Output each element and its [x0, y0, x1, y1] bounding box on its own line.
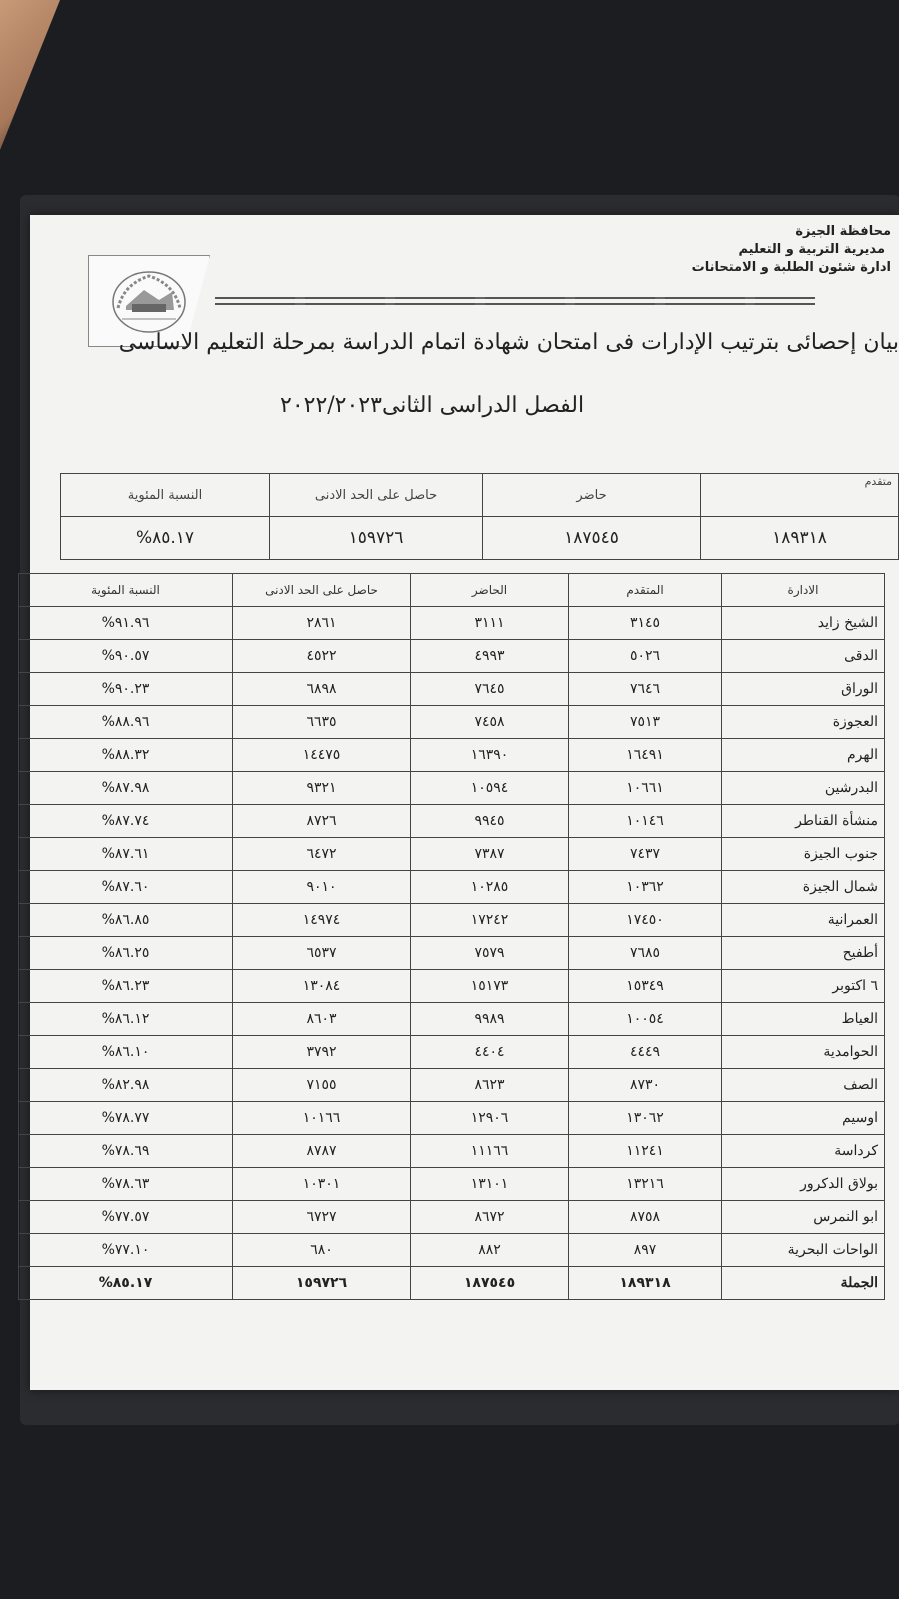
summary-header-applicants: متقدم	[701, 474, 899, 517]
cell-passed: ١٠٣٠١	[233, 1168, 411, 1201]
cell-present: ٨٦٧٢	[411, 1201, 569, 1234]
cell-percentage: %٨٧.٩٨	[19, 772, 233, 805]
cell-applicants: ٧٥١٣	[569, 706, 722, 739]
cell-present: ٧٣٨٧	[411, 838, 569, 871]
districts-table	[18, 573, 885, 1300]
cell-present: ٤٩٩٣	[411, 640, 569, 673]
total-cell-passed: ١٥٩٧٢٦	[233, 1267, 411, 1300]
cell-percentage: %٨٦.١٢	[19, 1003, 233, 1036]
table-row	[19, 772, 885, 805]
cell-percentage: %٨٦.٨٥	[19, 904, 233, 937]
cell-passed: ٩٠١٠	[233, 871, 411, 904]
cell-district: بولاق الدكرور	[722, 1168, 885, 1201]
cell-percentage: %٧٨.٧٧	[19, 1102, 233, 1135]
cell-percentage: %٨٧.٧٤	[19, 805, 233, 838]
cell-percentage: %٨٨.٩٦	[19, 706, 233, 739]
table-row	[19, 1135, 885, 1168]
cell-district: ابو النمرس	[722, 1201, 885, 1234]
table-row	[19, 706, 885, 739]
summary-present: ١٨٧٥٤٥	[483, 517, 701, 560]
summary-header-percentage: النسبة المئوية	[61, 474, 270, 517]
cell-present: ٩٩٤٥	[411, 805, 569, 838]
cell-applicants: ٨٧٥٨	[569, 1201, 722, 1234]
letterhead-directorate: مديرية التربية و التعليم	[738, 242, 885, 257]
cell-applicants: ١٠٦٦١	[569, 772, 722, 805]
cell-district: البدرشين	[722, 772, 885, 805]
wood-corner	[0, 0, 60, 150]
cell-present: ٧٦٤٥	[411, 673, 569, 706]
summary-passed: ١٥٩٧٢٦	[270, 517, 483, 560]
summary-header-row	[61, 474, 899, 517]
cell-percentage: %٩١.٩٦	[19, 607, 233, 640]
cell-applicants: ٤٤٤٩	[569, 1036, 722, 1069]
cell-passed: ٣٧٩٢	[233, 1036, 411, 1069]
table-row	[19, 1003, 885, 1036]
table-row	[19, 1102, 885, 1135]
cell-passed: ٦٧٢٧	[233, 1201, 411, 1234]
letterhead-department: ادارة شئون الطلبة و الامتحانات	[691, 260, 891, 275]
table-row	[19, 838, 885, 871]
cell-applicants: ١٥٣٤٩	[569, 970, 722, 1003]
cell-applicants: ١٠٠٥٤	[569, 1003, 722, 1036]
cell-district: الحوامدية	[722, 1036, 885, 1069]
cell-passed: ٦٨٠	[233, 1234, 411, 1267]
cell-district: الهرم	[722, 739, 885, 772]
cell-present: ١٣١٠١	[411, 1168, 569, 1201]
table-row	[19, 607, 885, 640]
cell-present: ١٥١٧٣	[411, 970, 569, 1003]
total-cell-applicants: ١٨٩٣١٨	[569, 1267, 722, 1300]
cell-percentage: %٨٢.٩٨	[19, 1069, 233, 1102]
document-page	[30, 215, 899, 1390]
cell-district: العمرانية	[722, 904, 885, 937]
total-cell-percentage: %٨٥.١٧	[19, 1267, 233, 1300]
table-row	[19, 1069, 885, 1102]
cell-percentage: %٧٨.٦٣	[19, 1168, 233, 1201]
cell-applicants: ٧٦٨٥	[569, 937, 722, 970]
cell-district: شمال الجيزة	[722, 871, 885, 904]
cell-percentage: %٩٠.٢٣	[19, 673, 233, 706]
table-row	[19, 673, 885, 706]
summary-table	[60, 473, 899, 560]
cell-present: ١٠٥٩٤	[411, 772, 569, 805]
cell-percentage: %٧٨.٦٩	[19, 1135, 233, 1168]
total-cell-district: الجملة	[722, 1267, 885, 1300]
cell-applicants: ١٠٣٦٢	[569, 871, 722, 904]
table-row	[19, 970, 885, 1003]
table-row	[19, 1234, 885, 1267]
col-header-percentage: النسبة المئوية	[19, 574, 233, 607]
cell-district: كرداسة	[722, 1135, 885, 1168]
summary-header-present: حاضر	[483, 474, 701, 517]
header-divider	[215, 297, 815, 309]
col-header-district: الادارة	[722, 574, 885, 607]
summary-percentage: %٨٥.١٧	[61, 517, 270, 560]
cell-passed: ٨٧٨٧	[233, 1135, 411, 1168]
total-cell-present: ١٨٧٥٤٥	[411, 1267, 569, 1300]
table-row	[19, 805, 885, 838]
letterhead	[692, 223, 899, 277]
cell-passed: ٦٥٣٧	[233, 937, 411, 970]
cell-passed: ٩٣٢١	[233, 772, 411, 805]
cell-district: الشيخ زايد	[722, 607, 885, 640]
col-header-present: الحاضر	[411, 574, 569, 607]
summary-header-passed: حاصل على الحد الادنى	[270, 474, 483, 517]
logo-emblem-icon	[104, 264, 194, 339]
cell-percentage: %٧٧.٥٧	[19, 1201, 233, 1234]
table-row	[19, 937, 885, 970]
page-subtitle: الفصل الدراسى الثانى٢٠٢٢/٢٠٢٣	[280, 393, 585, 418]
cell-district: أطفيح	[722, 937, 885, 970]
cell-passed: ٢٨٦١	[233, 607, 411, 640]
cell-applicants: ٧٦٤٦	[569, 673, 722, 706]
cell-passed: ٧١٥٥	[233, 1069, 411, 1102]
cell-applicants: ١٠١٤٦	[569, 805, 722, 838]
cell-present: ١١١٦٦	[411, 1135, 569, 1168]
cell-district: العجوزة	[722, 706, 885, 739]
cell-present: ١٧٢٤٢	[411, 904, 569, 937]
cell-present: ٧٤٥٨	[411, 706, 569, 739]
cell-district: جنوب الجيزة	[722, 838, 885, 871]
cell-percentage: %٨٧.٦٠	[19, 871, 233, 904]
table-row	[19, 1036, 885, 1069]
table-row	[19, 871, 885, 904]
cell-applicants: ١٦٤٩١	[569, 739, 722, 772]
cell-applicants: ٨٩٧	[569, 1234, 722, 1267]
cell-present: ٤٤٠٤	[411, 1036, 569, 1069]
cell-passed: ١٣٠٨٤	[233, 970, 411, 1003]
cell-district: الوراق	[722, 673, 885, 706]
cell-district: العياط	[722, 1003, 885, 1036]
cell-passed: ١٤٤٧٥	[233, 739, 411, 772]
cell-present: ١٦٣٩٠	[411, 739, 569, 772]
summary-values-row	[61, 517, 899, 560]
table-row	[19, 1168, 885, 1201]
cell-percentage: %٨٨.٣٢	[19, 739, 233, 772]
cell-passed: ٦٤٧٢	[233, 838, 411, 871]
cell-passed: ٤٥٢٢	[233, 640, 411, 673]
cell-applicants: ١٣٠٦٢	[569, 1102, 722, 1135]
cell-applicants: ٨٧٣٠	[569, 1069, 722, 1102]
cell-passed: ١٤٩٧٤	[233, 904, 411, 937]
cell-district: منشأة القناطر	[722, 805, 885, 838]
cell-district: اوسيم	[722, 1102, 885, 1135]
cell-passed: ١٠١٦٦	[233, 1102, 411, 1135]
cell-percentage: %٩٠.٥٧	[19, 640, 233, 673]
table-row	[19, 904, 885, 937]
cell-passed: ٨٦٠٣	[233, 1003, 411, 1036]
cell-applicants: ٣١٤٥	[569, 607, 722, 640]
cell-applicants: ١٣٢١٦	[569, 1168, 722, 1201]
letterhead-governorate: محافظة الجيزة	[795, 224, 891, 239]
cell-present: ٨٨٢	[411, 1234, 569, 1267]
cell-percentage: %٧٧.١٠	[19, 1234, 233, 1267]
cell-applicants: ٥٠٢٦	[569, 640, 722, 673]
cell-percentage: %٨٦.٢٥	[19, 937, 233, 970]
cell-passed: ٨٧٢٦	[233, 805, 411, 838]
cell-applicants: ١٧٤٥٠	[569, 904, 722, 937]
table-total-row	[19, 1267, 885, 1300]
cell-district: الصف	[722, 1069, 885, 1102]
col-header-passed: حاصل على الحد الادنى	[233, 574, 411, 607]
cell-present: ١٠٢٨٥	[411, 871, 569, 904]
cell-applicants: ٧٤٣٧	[569, 838, 722, 871]
cell-present: ٧٥٧٩	[411, 937, 569, 970]
cell-district: الدقى	[722, 640, 885, 673]
cell-passed: ٦٦٣٥	[233, 706, 411, 739]
cell-present: ٣١١١	[411, 607, 569, 640]
cell-percentage: %٨٦.١٠	[19, 1036, 233, 1069]
cell-percentage: %٨٧.٦١	[19, 838, 233, 871]
summary-applicants: ١٨٩٣١٨	[701, 517, 899, 560]
cell-district: ٦ اكتوبر	[722, 970, 885, 1003]
cell-passed: ٦٨٩٨	[233, 673, 411, 706]
cell-district: الواحات البحرية	[722, 1234, 885, 1267]
cell-percentage: %٨٦.٢٣	[19, 970, 233, 1003]
cell-present: ١٢٩٠٦	[411, 1102, 569, 1135]
cell-present: ٨٦٢٣	[411, 1069, 569, 1102]
cell-present: ٩٩٨٩	[411, 1003, 569, 1036]
table-row	[19, 739, 885, 772]
col-header-applicants: المتقدم	[569, 574, 722, 607]
table-row	[19, 640, 885, 673]
page-title: بيان إحصائى بترتيب الإدارات فى امتحان شهادة اتمام الدراسة بمرحلة التعليم الاساسى	[118, 330, 899, 355]
table-header-row	[19, 574, 885, 607]
table-row	[19, 1201, 885, 1234]
cell-applicants: ١١٢٤١	[569, 1135, 722, 1168]
